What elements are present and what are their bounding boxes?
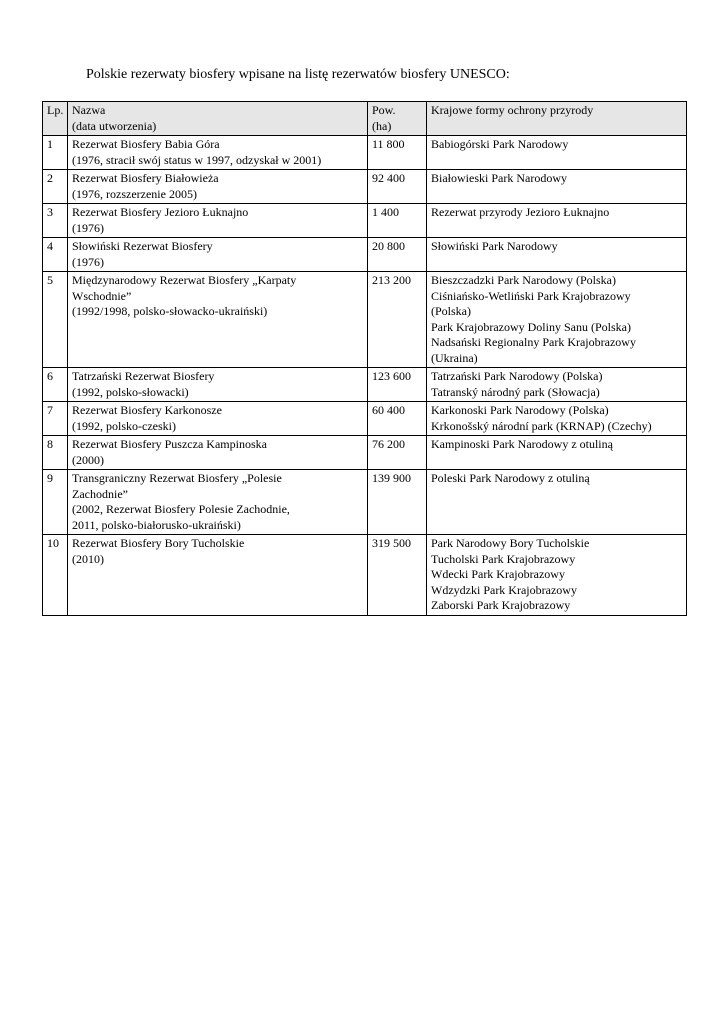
row-name [68, 368, 368, 402]
row-name-line: (1976, stracił swój status w 1997, odzyskał w 2001) [72, 152, 322, 167]
table-row [43, 436, 687, 470]
row-protection-form-line: Krkonošský národní park (KRNAP) (Czechy) [431, 418, 652, 433]
table-row [43, 136, 687, 170]
header-name-line: Nazwa [72, 103, 106, 117]
header-area-unit-line: (ha) [372, 118, 392, 133]
row-protection-forms [427, 470, 687, 535]
row-name-line: (1976, rozszerzenie 2005) [72, 186, 197, 201]
row-name-line: (1976) [72, 254, 104, 269]
row-protection-forms [427, 136, 687, 170]
row-lp: 1 [43, 136, 68, 170]
row-lp: 4 [43, 238, 68, 272]
row-protection-form-line: Rezerwat przyrody Jezioro Łuknajno [431, 205, 610, 219]
row-name-line: Zachodnie” [72, 486, 128, 501]
row-protection-form-line: Tatranský národný park (Słowacja) [431, 384, 600, 399]
row-protection-form-line: Karkonoski Park Narodowy (Polska) [431, 403, 609, 417]
table-body [43, 136, 687, 616]
row-protection-forms [427, 436, 687, 470]
row-protection-form-line: Słowiński Park Narodowy [431, 239, 558, 253]
row-protection-forms [427, 402, 687, 436]
header-area-line: Pow. [372, 103, 396, 117]
table-row [43, 368, 687, 402]
row-name-line: (1992, polsko-słowacki) [72, 384, 189, 399]
row-protection-forms [427, 272, 687, 368]
row-area: 139 900 [368, 470, 427, 535]
row-protection-form-line: Białowieski Park Narodowy [431, 171, 567, 185]
row-name [68, 136, 368, 170]
table-row [43, 204, 687, 238]
row-protection-form-line: Wdecki Park Krajobrazowy [431, 567, 565, 581]
table-row [43, 238, 687, 272]
row-name-line: Rezerwat Biosfery Babia Góra [72, 137, 220, 151]
header-name-date-line: (data utworzenia) [72, 118, 157, 133]
document-title: Polskie rezerwaty biosfery wpisane na listę rezerwatów biosfery UNESCO: [86, 67, 510, 82]
row-name [68, 170, 368, 204]
row-protection-forms [427, 368, 687, 402]
row-area: 319 500 [368, 535, 427, 616]
row-name-line: Międzynarodowy Rezerwat Biosfery „Karpaty [72, 273, 297, 287]
row-name-line: (1992/1998, polsko-słowacko-ukraiński) [72, 304, 268, 318]
row-protection-form-line: Ciśniańsko-Wetliński Park Krajobrazowy [431, 288, 631, 303]
row-name-line: (1992, polsko-czeski) [72, 418, 176, 433]
biosphere-reserves-table [42, 101, 687, 616]
row-name-line: (2000) [72, 452, 104, 467]
header-lp: Lp. [43, 102, 68, 136]
row-protection-form-line: Wdzydzki Park Krajobrazowy [431, 582, 577, 597]
row-protection-form-line: Kampinoski Park Narodowy z otuliną [431, 437, 613, 451]
row-area: 213 200 [368, 272, 427, 368]
row-area: 123 600 [368, 368, 427, 402]
row-name [68, 535, 368, 616]
row-protection-form-line: Tucholski Park Krajobrazowy [431, 551, 576, 566]
header-name [68, 102, 368, 136]
row-name-line: (1976) [72, 220, 104, 235]
header-protection-forms: Krajowe formy ochrony przyrody [427, 102, 687, 136]
row-protection-form-line: Park Narodowy Bory Tucholskie [431, 536, 590, 550]
table-row [43, 535, 687, 616]
row-name [68, 204, 368, 238]
row-name-line: Rezerwat Biosfery Karkonosze [72, 403, 222, 417]
row-protection-form-line: Nadsański Regionalny Park Krajobrazowy [431, 335, 636, 349]
row-protection-form-line: Babiogórski Park Narodowy [431, 137, 569, 151]
row-name-line: Wschodnie” [72, 288, 132, 303]
row-lp: 9 [43, 470, 68, 535]
row-name-line: Rezerwat Biosfery Jezioro Łuknajno [72, 205, 249, 219]
row-lp: 10 [43, 535, 68, 616]
table-row [43, 402, 687, 436]
row-area: 76 200 [368, 436, 427, 470]
row-name-line: Rezerwat Biosfery Puszcza Kampinoska [72, 437, 267, 451]
row-protection-forms [427, 204, 687, 238]
row-name-line: Rezerwat Biosfery Bory Tucholskie [72, 536, 245, 550]
table-row [43, 272, 687, 368]
row-lp: 3 [43, 204, 68, 238]
row-protection-form-line: (Polska) [431, 304, 471, 318]
row-area: 20 800 [368, 238, 427, 272]
header-area [368, 102, 427, 136]
row-name-line: Rezerwat Biosfery Białowieża [72, 171, 219, 185]
row-area: 11 800 [368, 136, 427, 170]
row-name-line: (2002, Rezerwat Biosfery Polesie Zachodnie, [72, 502, 290, 516]
row-name [68, 238, 368, 272]
row-protection-form-line: Bieszczadzki Park Narodowy (Polska) [431, 273, 616, 287]
row-lp: 8 [43, 436, 68, 470]
row-name-line: Tatrzański Rezerwat Biosfery [72, 369, 215, 383]
row-protection-form-line: Poleski Park Narodowy z otuliną [431, 471, 590, 485]
row-protection-forms [427, 238, 687, 272]
row-area: 1 400 [368, 204, 427, 238]
row-name-line: (2010) [72, 551, 104, 566]
row-name [68, 470, 368, 535]
row-name-line: Słowiński Rezerwat Biosfery [72, 239, 213, 253]
row-lp: 7 [43, 402, 68, 436]
row-area: 92 400 [368, 170, 427, 204]
table-row [43, 170, 687, 204]
row-lp: 6 [43, 368, 68, 402]
table-row [43, 470, 687, 535]
row-protection-form-line: (Ukraina) [431, 350, 478, 365]
row-name-line: Transgraniczny Rezerwat Biosfery „Polesie [72, 471, 282, 485]
row-name-line: 2011, polsko-białorusko-ukraiński) [72, 517, 241, 532]
row-name [68, 436, 368, 470]
row-protection-form-line: Zaborski Park Krajobrazowy [431, 598, 571, 612]
row-lp: 2 [43, 170, 68, 204]
row-protection-forms [427, 535, 687, 616]
row-name [68, 402, 368, 436]
row-name [68, 272, 368, 368]
row-area: 60 400 [368, 402, 427, 436]
row-protection-form-line: Park Krajobrazowy Doliny Sanu (Polska) [431, 319, 631, 334]
table-header-row [43, 102, 687, 136]
row-lp: 5 [43, 272, 68, 368]
row-protection-form-line: Tatrzański Park Narodowy (Polska) [431, 369, 603, 383]
row-protection-forms [427, 170, 687, 204]
